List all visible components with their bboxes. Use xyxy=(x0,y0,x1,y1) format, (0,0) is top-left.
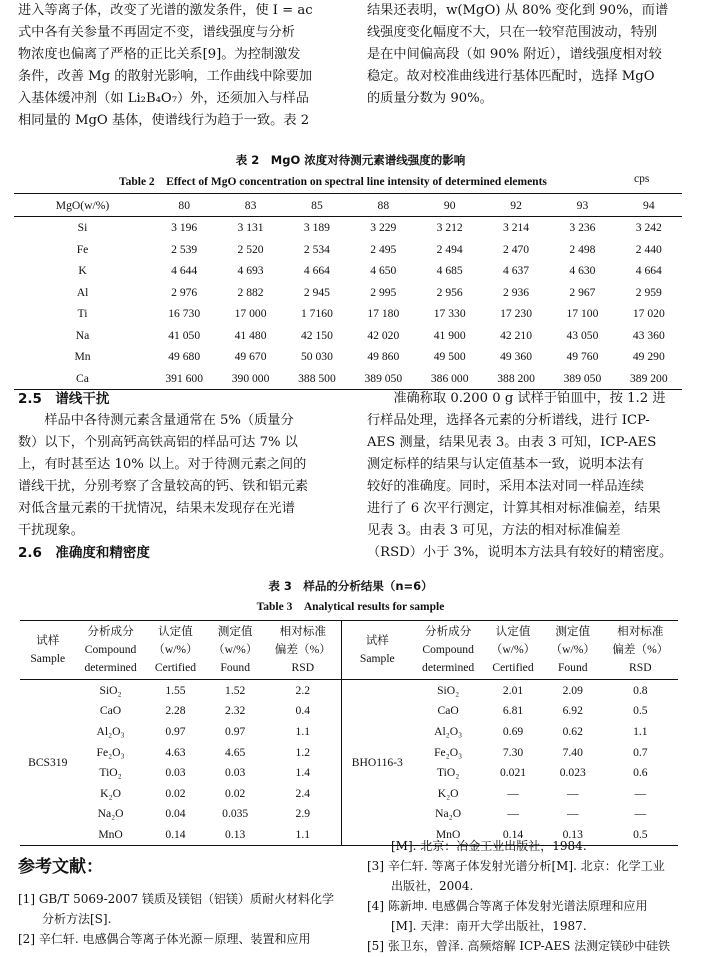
header-label: MgO(w/%) xyxy=(14,194,151,217)
table-cell: 0.023 xyxy=(559,766,586,780)
table-cell: 0.7 xyxy=(633,745,648,759)
table-cell: 7.30 xyxy=(502,745,524,759)
row-header: K xyxy=(78,264,87,278)
table-cell: 1.2 xyxy=(295,745,311,759)
text-line: 谱线干扰，分别考察了含量较高的钙、铁和铝元素 xyxy=(18,479,309,494)
reference-line: [5] 张卫东，曾泽. 高频熔解 ICP-AES 法测定镁砂中硅铁 xyxy=(367,939,671,953)
table-cell: Al₂O₃ xyxy=(96,724,125,738)
row-header: Ca xyxy=(76,371,89,385)
table2-caption-en: Table 2 Effect of MgO concentration on spectral line intensity of determined elements xyxy=(119,176,547,188)
table-cell: 0.14 xyxy=(502,827,524,841)
table-cell: 2 995 xyxy=(370,285,397,299)
table-cell: 49 680 xyxy=(168,350,201,364)
table3-caption-zh: 表 3 样品的分析结果（n=6） xyxy=(268,579,433,593)
reference-line: 出版社，2004. xyxy=(367,879,474,893)
text-line: 测定标样的结果与认定值基本一致，说明本法有 xyxy=(367,457,644,472)
text-line: 准确称取 0.200 0 g 试样于铂皿中，按 1.2 进 xyxy=(367,391,666,406)
table-cell: — xyxy=(507,786,519,800)
column-header: 88 xyxy=(350,194,416,217)
sample-id: BHO116-3 xyxy=(341,680,413,846)
table-cell: 2 959 xyxy=(635,285,662,299)
table-row xyxy=(14,303,682,325)
table-cell: 388 200 xyxy=(497,371,535,385)
header-rsd: 相对标准 偏差（%） RSD xyxy=(265,621,341,680)
table-cell: — xyxy=(507,807,519,821)
table-cell: 0.62 xyxy=(562,724,583,738)
table-cell: 4 664 xyxy=(303,264,330,278)
text-line: 的质量分数为 90%。 xyxy=(367,91,493,106)
row-header: Na xyxy=(75,328,90,342)
table-cell: 43 050 xyxy=(566,328,599,342)
table-cell: 2 494 xyxy=(436,242,463,256)
reference-line: [2] 辛仁轩. 电感偶合等离子体光源－原理、装置和应用 xyxy=(18,932,311,946)
table-cell: 2.01 xyxy=(502,683,524,697)
table-cell: 0.13 xyxy=(225,827,246,841)
row-header: Si xyxy=(77,221,88,235)
table-header-row xyxy=(14,194,682,217)
table-cell: 3 196 xyxy=(171,221,198,235)
row-header: Mn xyxy=(74,350,91,364)
table-cell: 4.63 xyxy=(165,745,186,759)
text-line: 样品中各待测元素含量通常在 5%（质量分 xyxy=(18,413,294,428)
table-cell: Al₂O₃ xyxy=(434,724,463,738)
text-line: 较好的准确度。同时，采用本法对同一样品连续 xyxy=(367,479,644,494)
column-header: 80 xyxy=(151,194,217,217)
table-row xyxy=(14,282,682,304)
table-cell: 50 030 xyxy=(300,350,333,364)
table-row xyxy=(14,217,682,239)
top-right-paragraph xyxy=(367,0,685,110)
text-line: 干扰现象。 xyxy=(18,523,84,538)
table-cell: 0.97 xyxy=(165,724,186,738)
table-cell: 2.4 xyxy=(295,786,311,800)
table-cell: 49 360 xyxy=(500,350,532,364)
table-cell: 0.5 xyxy=(633,704,648,718)
text-line: 条件，改善 Mg 的散射光影响，工作曲线中除要加 xyxy=(18,69,313,84)
text-line: 相同量的 MgO 基体，使谱线行为趋于一致。表 2 xyxy=(18,113,310,128)
text-line: 结果还表明，w(MgO) 从 80% 变化到 90%，而谱 xyxy=(367,3,669,18)
table-cell: 17 230 xyxy=(500,307,532,321)
references-left xyxy=(18,889,348,949)
section-heading: 2.5 谱线干扰 xyxy=(18,391,110,407)
table-cell: 390 000 xyxy=(231,371,270,385)
table-cell: 2 495 xyxy=(370,242,397,256)
table-cell: 2 498 xyxy=(569,242,596,256)
table-cell: 1.1 xyxy=(295,724,311,738)
table3-caption-en: Table 3 Analytical results for sample xyxy=(256,601,445,613)
table-cell: 386 000 xyxy=(430,371,469,385)
table-cell: 0.021 xyxy=(499,766,527,780)
table-cell: 2 534 xyxy=(303,242,330,256)
table-cell: 1 7160 xyxy=(300,307,333,321)
column-header: 93 xyxy=(549,194,615,217)
header-rsd: 相对标准 偏差（%） RSD xyxy=(603,621,678,680)
table-cell: 2.9 xyxy=(295,807,311,821)
text-line: 式中各有关参量不再固定不变，谱线强度与分析 xyxy=(18,25,295,40)
table-cell: CaO xyxy=(437,704,459,718)
table-cell: 0.69 xyxy=(502,724,524,738)
table-cell: 42 020 xyxy=(367,328,400,342)
table-header-row xyxy=(20,621,678,680)
table-cell: 3 236 xyxy=(569,221,596,235)
text-line: 是在中间偏高段（如 90% 附近），谱线强度相对较 xyxy=(367,47,662,62)
row-header: Ti xyxy=(77,307,88,321)
table-cell: 4 644 xyxy=(171,264,198,278)
table-cell: 3 214 xyxy=(503,221,530,235)
table-cell: MnO xyxy=(435,827,461,841)
table-cell: 1.4 xyxy=(295,766,311,780)
table-row xyxy=(14,325,682,347)
table-cell: 0.035 xyxy=(222,807,249,821)
table-cell: 4 650 xyxy=(370,264,397,278)
header-component: 分析成分 Compound determined xyxy=(413,621,483,680)
text-line: （RSD）小于 3%，说明本方法具有较好的精密度。 xyxy=(367,545,673,560)
table-cell: 17 330 xyxy=(433,307,466,321)
table-cell: 2 470 xyxy=(503,242,530,256)
table-cell: 17 020 xyxy=(632,307,665,321)
table2-caption-zh: 表 2 MgO 浓度对待测元素谱线强度的影响 xyxy=(235,153,466,167)
table-cell: 41 050 xyxy=(168,328,201,342)
header-sample: 试样 Sample xyxy=(341,621,413,680)
table-cell: 6.92 xyxy=(562,704,583,718)
table-cell: 2 882 xyxy=(237,285,264,299)
table-cell: 49 500 xyxy=(433,350,466,364)
table-cell: K₂O xyxy=(100,786,121,800)
table-cell: 42 210 xyxy=(500,328,532,342)
table-cell: Na₂O xyxy=(97,807,124,821)
table-cell: 17 100 xyxy=(566,307,599,321)
table-cell: 2 539 xyxy=(171,242,198,256)
section-heading: 2.6 准确度和精密度 xyxy=(18,545,150,561)
table-cell: CaO xyxy=(99,704,122,718)
table-cell: 1.55 xyxy=(165,683,186,697)
header-component: 分析成分 Compound determined xyxy=(76,621,146,680)
text-line: 对低含量元素的干扰情况，结果未发现存在光谱 xyxy=(18,501,295,516)
header-found: 测定值 （w/%） Found xyxy=(205,621,265,680)
text-line: 稳定。故对校准曲线进行基体匹配时，选择 MgO xyxy=(367,69,655,84)
text-line: 进行了 6 次平行测定，计算其相对标准偏差，结果 xyxy=(367,501,661,516)
text-line: 行样品处理，选择各元素的分析谱线，进行 ICP- xyxy=(367,413,650,428)
table-cell: — xyxy=(566,786,579,800)
table-cell: 0.5 xyxy=(633,827,648,841)
table-cell: 2.28 xyxy=(165,704,186,718)
table-cell: 0.97 xyxy=(225,724,246,738)
table-cell: 49 670 xyxy=(234,350,267,364)
table-cell: 2 936 xyxy=(503,285,530,299)
table-cell: 4 685 xyxy=(436,264,463,278)
table-cell: 3 189 xyxy=(303,221,330,235)
table-cell: 17 180 xyxy=(367,307,400,321)
table-cell: 16 730 xyxy=(168,307,201,321)
sample-id: BCS319 xyxy=(28,755,68,769)
row-header: Fe xyxy=(76,242,89,256)
table-cell: 0.13 xyxy=(562,827,583,841)
column-header: 92 xyxy=(483,194,549,217)
table-row xyxy=(14,239,682,261)
header-certified: 认定值 （w/%） Certified xyxy=(483,621,543,680)
table-cell: 388 500 xyxy=(298,371,336,385)
table-cell: 0.04 xyxy=(165,807,186,821)
reference-line: [M]. 北京：冶金工业出版社，1984. xyxy=(367,839,587,853)
text-line: 物浓度也偏离了严格的正比关系[9]。为控制激发 xyxy=(18,47,301,62)
table-row xyxy=(14,368,682,390)
table-cell: 0.02 xyxy=(225,786,246,800)
table-cell: 0.03 xyxy=(165,766,186,780)
table-cell: 7.40 xyxy=(562,745,583,759)
table-cell: 2 440 xyxy=(635,242,662,256)
table-cell: 2 976 xyxy=(171,285,198,299)
table-cell: — xyxy=(634,807,647,821)
references-title: 参考文献： xyxy=(18,857,103,877)
header-found: 测定值 （w/%） Found xyxy=(543,621,603,680)
table3 xyxy=(20,620,678,846)
table-cell: Na₂O xyxy=(435,807,462,821)
text-line: 见表 3。由表 3 可见，方法的相对标准偏差 xyxy=(367,523,621,538)
table-cell: 2 945 xyxy=(303,285,330,299)
table-cell: 389 200 xyxy=(629,371,668,385)
text-line: 线强度变化幅度不大，只在一较窄范围波动，特别 xyxy=(367,25,658,40)
table-cell: 43 360 xyxy=(632,328,665,342)
references-right xyxy=(367,836,697,956)
column-header: 83 xyxy=(217,194,283,217)
row-header: Al xyxy=(76,285,89,299)
table-cell: 41 900 xyxy=(433,328,466,342)
table-cell: 6.81 xyxy=(502,704,524,718)
text-line: 数）以下，个别高钙高铁高铝的样品可达 7% 以 xyxy=(18,435,298,450)
header-sample: 试样 Sample xyxy=(20,621,76,680)
table-cell: 0.4 xyxy=(295,704,311,718)
table-cell: Fe₂O₃ xyxy=(434,745,463,759)
table-row xyxy=(14,260,682,282)
table-cell: 2.32 xyxy=(225,704,246,718)
table-cell: 49 860 xyxy=(367,350,400,364)
table-cell: — xyxy=(566,807,579,821)
table-row xyxy=(14,346,682,368)
table-cell: 1.1 xyxy=(295,827,311,841)
text-line: 入基体缓冲剂（如 Li₂B₄O₇）外，还须加入与样品 xyxy=(18,91,309,106)
table-cell: TiO₂ xyxy=(99,766,122,780)
table-cell: 1.52 xyxy=(225,683,246,697)
column-header: 94 xyxy=(616,194,682,217)
table-cell: 3 242 xyxy=(635,221,662,235)
table-cell: 2.09 xyxy=(562,683,583,697)
table-cell: 389 050 xyxy=(563,371,602,385)
table-cell: TiO₂ xyxy=(436,766,460,780)
table-cell: 389 050 xyxy=(364,371,403,385)
reference-line: [M]. 天津：南开大学出版社，1987. xyxy=(367,919,587,933)
table-cell: 4.65 xyxy=(225,745,246,759)
table-cell: K₂O xyxy=(437,786,459,800)
table-cell: 2 520 xyxy=(237,242,264,256)
reference-line: 分析方法[S]. xyxy=(18,912,112,926)
table-cell: — xyxy=(634,786,647,800)
table-cell: 0.03 xyxy=(225,766,246,780)
table-cell: 4 630 xyxy=(569,264,596,278)
section-2-5 xyxy=(18,388,336,564)
table-cell: 3 212 xyxy=(436,221,463,235)
table-cell: 4 637 xyxy=(503,264,530,278)
mid-right-paragraph xyxy=(367,388,685,564)
table-cell: 49 760 xyxy=(566,350,599,364)
table-cell: SiO₂ xyxy=(437,683,460,697)
table-cell: 17 000 xyxy=(234,307,267,321)
table-cell: 4 693 xyxy=(237,264,264,278)
column-header: 85 xyxy=(284,194,350,217)
table-cell: SiO₂ xyxy=(99,683,122,697)
table-cell: 42 150 xyxy=(300,328,333,342)
table-cell: Fe₂O₃ xyxy=(96,745,125,759)
table-cell: 4 664 xyxy=(635,264,662,278)
table-row xyxy=(20,680,678,701)
table-cell: 1.1 xyxy=(633,724,648,738)
text-line: 上，有时甚至达 10% 以上。对于待测元素之间的 xyxy=(18,457,307,472)
reference-line: [1] GB/T 5069-2007 镁质及镁铝（铝镁）质耐火材料化学 xyxy=(18,892,335,906)
table-cell: 2 967 xyxy=(569,285,596,299)
table-cell: MnO xyxy=(98,827,123,841)
table2-unit: cps xyxy=(634,173,650,185)
table-cell: 3 131 xyxy=(237,221,264,235)
top-left-paragraph xyxy=(18,0,336,132)
table-cell: 0.8 xyxy=(633,683,648,697)
table-cell: 41 480 xyxy=(234,328,267,342)
table-cell: 2 956 xyxy=(436,285,463,299)
table-cell: 3 229 xyxy=(370,221,397,235)
table2 xyxy=(14,193,682,390)
text-line: AES 测量，结果见表 3。由表 3 可知，ICP-AES xyxy=(367,435,657,450)
table-cell: 0.02 xyxy=(165,786,186,800)
table-cell: 49 290 xyxy=(632,350,665,364)
header-certified: 认定值 （w/%） Certified xyxy=(146,621,206,680)
column-header: 90 xyxy=(417,194,483,217)
reference-line: [4] 陈新坤. 电感偶合等离子体发射光谱法原理和应用 xyxy=(367,899,648,913)
table-cell: 0.14 xyxy=(165,827,186,841)
text-line: 进入等离子体，改变了光谱的激发条件，使 I = ac xyxy=(18,3,313,18)
reference-line: [3] 辛仁轩. 等离子体发射光谱分析[M]. 北京：化学工业 xyxy=(367,859,665,873)
table-cell: 0.6 xyxy=(633,766,648,780)
table-cell: 391 600 xyxy=(165,371,204,385)
table-cell: 2.2 xyxy=(295,683,311,697)
